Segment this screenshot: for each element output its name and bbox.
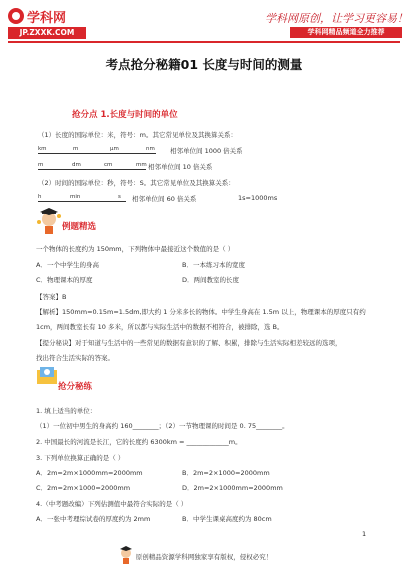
- example-option-a: A．一个中学生的身高: [36, 261, 99, 269]
- footer-copyright: 原创精品资源学科网独家享有版权，侵权必究！: [135, 553, 273, 561]
- length-unit-intro: （1）长度的国际单位：米，符号：m。其它常见单位及其换算关系：: [38, 131, 237, 139]
- unit-scale-length-1000: [38, 146, 158, 158]
- slogan: 学科网原创，让学习更容易！: [265, 12, 408, 25]
- example-option-d: D．两间教室的长度: [182, 276, 240, 284]
- logo-text: 学科网: [27, 10, 67, 26]
- unit-label: cm: [104, 162, 113, 168]
- logo-url: JP.ZXXK.COM: [8, 27, 86, 39]
- example-option-b: B．一本练习本的宽度: [182, 261, 245, 269]
- practice-q4-option-a: A．一张中考理综试卷的厚度约为 2mm: [36, 515, 151, 523]
- section-title: 抢分点 1.长度与时间的单位: [72, 110, 178, 120]
- header-divider: [8, 41, 400, 43]
- example-question: 一个物体的长度约为 150mm，下列物体中最接近这个数值的是（ ）: [36, 245, 235, 253]
- unit-label: km: [38, 146, 47, 152]
- scale-note: 相邻单位间 10 倍关系: [148, 163, 213, 171]
- practice-heading: 抢分秘练: [58, 382, 93, 392]
- practice-q1: 1. 填上适当的单位：: [36, 407, 97, 415]
- scale-note: 相邻单位间 1000 倍关系: [170, 147, 243, 155]
- example-tip-cont: 找出符合生活实际的答案。: [36, 354, 114, 362]
- ms-conversion: 1s=1000ms: [238, 194, 278, 202]
- practice-q4: 4.（中考题改编）下列估测值中最符合实际的是（ ）: [36, 500, 188, 508]
- time-unit-intro: （2）时间的国际单位：秒，符号：S。其它常见单位及其换算关系：: [38, 179, 235, 187]
- unit-label: m: [38, 162, 44, 168]
- unit-label: nm: [146, 146, 155, 152]
- unit-label: mm: [136, 162, 147, 168]
- unit-label: μm: [110, 146, 119, 152]
- practice-book-icon: [36, 366, 58, 386]
- example-mascot-icon: [36, 208, 62, 236]
- practice-q4-option-b: B．中学生课桌高度约为 80cm: [182, 515, 272, 523]
- example-analysis-cont: 1cm，两间教室长有 10 多米，所以都与实际生活中的数据不相符合，被排除，选 B。: [36, 323, 284, 331]
- unit-scale-length-10: [38, 162, 148, 174]
- practice-q3-option-b: B．2m=2×1000=2000mm: [182, 469, 270, 477]
- unit-label: h: [38, 194, 42, 200]
- unit-label: dm: [72, 162, 81, 168]
- unit-label: s: [118, 194, 121, 200]
- practice-q3-option-c: C．2m=2m×1000=2000mm: [36, 484, 131, 492]
- logo: [8, 6, 88, 40]
- scale-note: 相邻单位间 60 倍关系: [132, 195, 197, 203]
- unit-label: m: [73, 146, 79, 152]
- practice-q3-option-d: D．2m=2×1000mm=2000mm: [182, 484, 283, 492]
- example-answer: 【答案】B: [36, 293, 67, 301]
- example-option-c: C．物理课本的厚度: [36, 276, 93, 284]
- example-heading: 例题精选: [62, 222, 97, 232]
- page-title: 考点抢分秘籍01 长度与时间的测量: [105, 57, 303, 72]
- unit-scale-time: [38, 194, 128, 206]
- unit-label: min: [70, 194, 81, 200]
- page-number: 1: [362, 530, 367, 538]
- practice-q3-option-a: A．2m=2m×1000mm=2000mm: [36, 469, 143, 477]
- slogan-bar: 学科网精品频道全力推荐: [290, 27, 402, 38]
- practice-q3: 3. 下列单位换算正确的是（ ）: [36, 454, 125, 462]
- example-tip: 【提分秘诀】对于知道与生活中的一些常见的数据有意识的了解、积累，排除与生活实际相差较远的选项，: [36, 339, 342, 347]
- practice-q1-parts: （1）一位初中男生的身高约 160________；（2）一节物理课的时间是 0. 75________。: [36, 422, 289, 430]
- logo-icon: [8, 8, 24, 24]
- example-analysis: 【解析】150mm=0.15m=1.5dm,即大约 1 分米多长的物体。中学生身高在 1.5m 以上，物理课本的厚度只有约: [36, 308, 366, 316]
- practice-q2: 2. 中国最长的河流是长江，它的长度约 6300km = _____________m。: [36, 438, 242, 446]
